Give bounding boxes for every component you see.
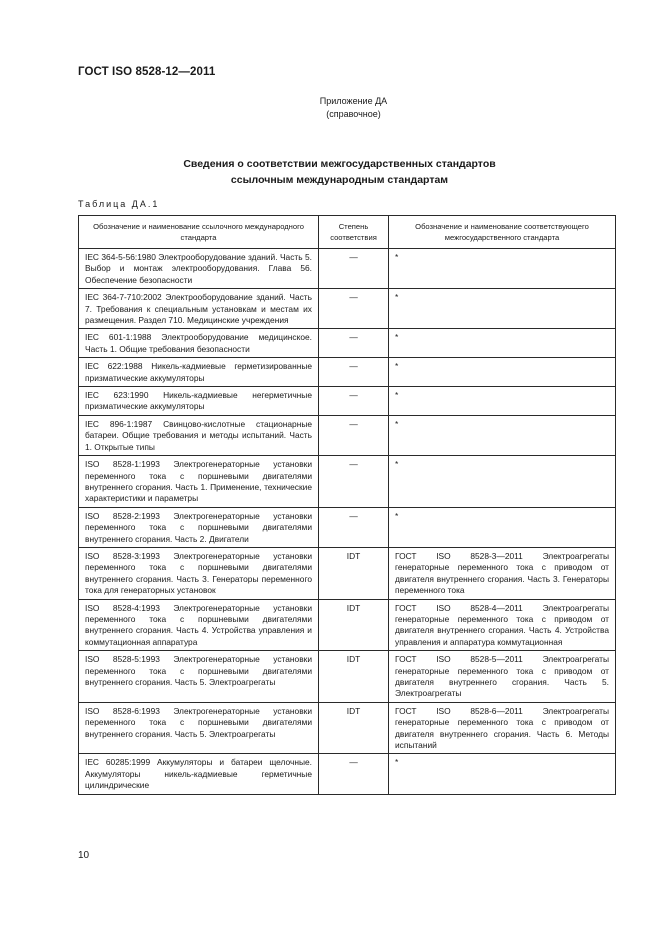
national-standard-cell: *: [389, 387, 616, 416]
reference-standard-cell: ISO 8528-3:1993 Электрогенераторные установки переменного тока с поршневыми двигателями внутреннего сгорания. Часть 3. Генераторы переменного тока для генераторных установок: [79, 547, 319, 599]
correspondence-table: [78, 215, 616, 795]
table-row: [79, 329, 616, 358]
degree-cell: IDT: [319, 651, 389, 703]
table-row: [79, 547, 616, 599]
degree-cell: —: [319, 754, 389, 794]
annex-label: [0, 95, 661, 121]
reference-standard-cell: ISO 8528-4:1993 Электрогенераторные установки переменного тока с поршневыми двигателями внутреннего сгорания. Часть 4. Устройства управления и коммутационная аппаратура: [79, 599, 319, 651]
reference-standard-cell: ISO 8528-5:1993 Электрогенераторные установки переменного тока с поршневыми двигателями внутреннего сгорания. Часть 5. Электроагрегаты: [79, 651, 319, 703]
reference-standard-cell: ISO 8528-2:1993 Электрогенераторные установки переменного тока с поршневыми двигателями внутреннего сгорания. Часть 2. Двигатели: [79, 507, 319, 547]
table-row: [79, 651, 616, 703]
annex-subtitle: (справочное): [326, 109, 381, 119]
table-body: [79, 249, 616, 795]
table-row: [79, 599, 616, 651]
table-row: [79, 289, 616, 329]
table-row: [79, 387, 616, 416]
degree-cell: —: [319, 289, 389, 329]
national-standard-cell: *: [389, 289, 616, 329]
national-standard-cell: *: [389, 456, 616, 508]
reference-standard-cell: IEC 364-5-56:1980 Электрооборудование зданий. Часть 5. Выбор и монтаж электрооборудования. Глава 56. Обеспечение безопасности: [79, 249, 319, 289]
national-standard-cell: ГОСТ ISO 8528-4—2011 Электроагрегаты генераторные переменного тока с приводом от двигателя внутреннего сгорания. Часть 4. Устройства управления и аппаратура коммутационная: [389, 599, 616, 651]
national-standard-cell: *: [389, 415, 616, 455]
national-standard-cell: *: [389, 329, 616, 358]
table-header-row: [79, 216, 616, 249]
degree-cell: —: [319, 415, 389, 455]
degree-cell: —: [319, 456, 389, 508]
national-standard-cell: *: [389, 358, 616, 387]
national-standard-cell: *: [389, 249, 616, 289]
table-row: [79, 754, 616, 794]
column-header-national: Обозначение и наименование соответствующего межгосударственного стандарта: [389, 216, 616, 249]
table-caption: Таблица ДА.1: [78, 199, 160, 209]
national-standard-cell: *: [389, 507, 616, 547]
table-row: [79, 702, 616, 754]
reference-standard-cell: IEC 896-1:1987 Свинцово-кислотные стационарные батареи. Общие требования и методы испытаний. Часть 1. Открытые типы: [79, 415, 319, 455]
column-header-degree: Степень соответствия: [319, 216, 389, 249]
degree-cell: IDT: [319, 702, 389, 754]
national-standard-cell: ГОСТ ISO 8528-6—2011 Электроагрегаты генераторные переменного тока с приводом от двигателя внутреннего сгорания. Часть 6. Методы испытаний: [389, 702, 616, 754]
table-row: [79, 456, 616, 508]
reference-standard-cell: IEC 622:1988 Никель-кадмиевые герметизированные призматические аккумуляторы: [79, 358, 319, 387]
reference-standard-cell: ISO 8528-6:1993 Электрогенераторные установки переменного тока с поршневыми двигателями внутреннего сгорания. Часть 5. Электроагрегаты: [79, 702, 319, 754]
degree-cell: IDT: [319, 599, 389, 651]
reference-standard-cell: ISO 8528-1:1993 Электрогенераторные установки переменного тока с поршневыми двигателями внутреннего сгорания. Часть 1. Применение, технические характеристики и параметры: [79, 456, 319, 508]
national-standard-cell: *: [389, 754, 616, 794]
section-heading-line1: Сведения о соответствии межгосударственных стандартов: [183, 158, 496, 170]
degree-cell: —: [319, 387, 389, 416]
column-header-reference: Обозначение и наименование ссылочного международного стандарта: [79, 216, 319, 249]
section-heading: [0, 156, 661, 188]
national-standard-cell: ГОСТ ISO 8528-5—2011 Электроагрегаты генераторные переменного тока с приводом от двигателя внутреннего сгорания. Часть 5. Электроагрегаты: [389, 651, 616, 703]
table-row: [79, 415, 616, 455]
degree-cell: IDT: [319, 547, 389, 599]
reference-standard-cell: IEC 601-1:1988 Электрооборудование медицинское. Часть 1. Общие требования безопасности: [79, 329, 319, 358]
table-row: [79, 358, 616, 387]
document-id: ГОСТ ISO 8528-12—2011: [78, 66, 216, 78]
national-standard-cell: ГОСТ ISO 8528-3—2011 Электроагрегаты генераторные переменного тока с приводом от двигателя внутреннего сгорания. Часть 3. Генераторы переменного тока: [389, 547, 616, 599]
degree-cell: —: [319, 329, 389, 358]
reference-standard-cell: IEC 623:1990 Никель-кадмиевые негерметичные призматические аккумуляторы: [79, 387, 319, 416]
degree-cell: —: [319, 249, 389, 289]
reference-standard-cell: IEC 364-7-710:2002 Электрооборудование зданий. Часть 7. Требования к специальным установкам и местам их размещения. Раздел 710. Медицинские учреждения: [79, 289, 319, 329]
table-row: [79, 507, 616, 547]
table-row: [79, 249, 616, 289]
degree-cell: —: [319, 507, 389, 547]
degree-cell: —: [319, 358, 389, 387]
page-number: 10: [78, 850, 90, 861]
section-heading-line2: ссылочным международным стандартам: [230, 174, 449, 186]
reference-standard-cell: IEC 60285:1999 Аккумуляторы и батареи щелочные. Аккумуляторы никель-кадмиевые герметичные цилиндрические: [79, 754, 319, 794]
annex-title: Приложение ДА: [319, 96, 388, 106]
